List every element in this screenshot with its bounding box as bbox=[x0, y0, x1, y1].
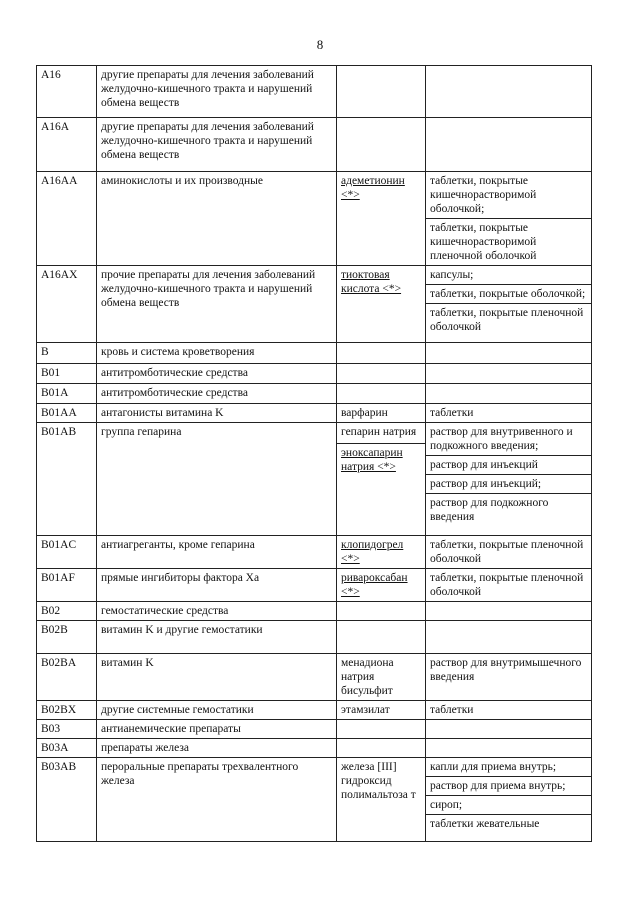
table-row bbox=[37, 343, 592, 364]
atc-code-cell: A16A bbox=[37, 118, 97, 172]
dosage-form: таблетки, покрытые кишечнорастворимой пленочной оболочкой bbox=[426, 218, 591, 263]
dosage-form: таблетки, покрытые пленочной оболочкой bbox=[430, 539, 584, 565]
description-cell: антитромботические средства bbox=[97, 384, 337, 404]
dosage-form: раствор для приема внутрь; bbox=[426, 776, 591, 793]
dosage-form-cell bbox=[426, 621, 592, 654]
dosage-form: капли для приема внутрь; bbox=[430, 761, 557, 773]
dosage-form-cell bbox=[426, 654, 592, 701]
table-row bbox=[37, 654, 592, 701]
atc-code-cell: B01AB bbox=[37, 423, 97, 536]
drug-name: тиоктовая кислота <*> bbox=[341, 269, 402, 295]
drug-name: ривароксабан <*> bbox=[341, 572, 408, 598]
atc-code-cell: B01A bbox=[37, 384, 97, 404]
dosage-form: раствор для инъекций; bbox=[426, 474, 591, 491]
table-body bbox=[37, 66, 592, 842]
atc-code-cell: B01AF bbox=[37, 569, 97, 602]
drug-name: варфарин bbox=[341, 407, 388, 419]
drug-name-cell bbox=[337, 172, 426, 266]
drug-name-cell bbox=[337, 384, 426, 404]
table-row bbox=[37, 621, 592, 654]
description-cell: группа гепарина bbox=[97, 423, 337, 536]
drug-name-cell bbox=[337, 266, 426, 343]
drug-name-cell bbox=[337, 404, 426, 423]
atc-code-cell: B02BX bbox=[37, 701, 97, 720]
table-row bbox=[37, 739, 592, 758]
description-cell: препараты железа bbox=[97, 739, 337, 758]
dosage-form: раствор для внутримышечного введения bbox=[430, 657, 582, 683]
dosage-form: таблетки, покрытые оболочкой; bbox=[426, 284, 591, 301]
drug-name: менадиона натрия бисульфит bbox=[341, 657, 394, 697]
table-row bbox=[37, 172, 592, 266]
drug-name-cell bbox=[337, 654, 426, 701]
dosage-form: раствор для внутривенного и подкожного введения; bbox=[430, 426, 573, 452]
table-row bbox=[37, 701, 592, 720]
drug-name: этамзилат bbox=[341, 704, 390, 716]
drug-name-cell bbox=[337, 343, 426, 364]
atc-code-cell: B01AA bbox=[37, 404, 97, 423]
drug-name-cell bbox=[337, 423, 426, 536]
atc-code-cell: B03AB bbox=[37, 758, 97, 842]
dosage-form: капсулы; bbox=[430, 269, 474, 281]
description-cell: прочие препараты для лечения заболеваний желудочно-кишечного тракта и нарушений обмена веществ bbox=[97, 266, 337, 343]
dosage-form-cell bbox=[426, 384, 592, 404]
description-cell: другие системные гемостатики bbox=[97, 701, 337, 720]
dosage-form: таблетки bbox=[430, 704, 474, 716]
table-row bbox=[37, 569, 592, 602]
dosage-form: сироп; bbox=[426, 795, 591, 812]
description-cell: кровь и система кроветворения bbox=[97, 343, 337, 364]
dosage-form-cell bbox=[426, 720, 592, 739]
drug-name: эноксапарин натрия <*> bbox=[337, 443, 425, 474]
table-row bbox=[37, 364, 592, 384]
description-cell: другие препараты для лечения заболеваний желудочно-кишечного тракта и нарушений обмена веществ bbox=[97, 118, 337, 172]
description-cell: антиагреганты, кроме гепарина bbox=[97, 536, 337, 569]
drug-name-cell bbox=[337, 701, 426, 720]
description-cell: антагонисты витамина K bbox=[97, 404, 337, 423]
description-cell: гемостатические средства bbox=[97, 602, 337, 621]
drug-name-cell bbox=[337, 621, 426, 654]
table-row bbox=[37, 118, 592, 172]
dosage-form-cell bbox=[426, 172, 592, 266]
description-cell: антианемические препараты bbox=[97, 720, 337, 739]
dosage-form-cell bbox=[426, 536, 592, 569]
table-row bbox=[37, 423, 592, 536]
dosage-form-cell bbox=[426, 739, 592, 758]
description-cell: антитромботические средства bbox=[97, 364, 337, 384]
description-cell: аминокислоты и их производные bbox=[97, 172, 337, 266]
dosage-form-cell bbox=[426, 758, 592, 842]
drug-name-cell bbox=[337, 569, 426, 602]
dosage-form-cell bbox=[426, 118, 592, 172]
dosage-form-cell bbox=[426, 423, 592, 536]
table-row bbox=[37, 758, 592, 842]
description-cell: пероральные препараты трехвалентного железа bbox=[97, 758, 337, 842]
dosage-form-cell bbox=[426, 701, 592, 720]
dosage-form-cell bbox=[426, 364, 592, 384]
drug-name-cell bbox=[337, 758, 426, 842]
dosage-form: таблетки, покрытые кишечнорастворимой оболочкой; bbox=[430, 175, 537, 215]
drug-name-cell bbox=[337, 739, 426, 758]
dosage-form-cell bbox=[426, 602, 592, 621]
atc-code-cell: B bbox=[37, 343, 97, 364]
dosage-form-cell bbox=[426, 404, 592, 423]
dosage-form-cell bbox=[426, 343, 592, 364]
drug-name: адеметионин <*> bbox=[341, 175, 405, 201]
atc-code-cell: B02B bbox=[37, 621, 97, 654]
atc-code-cell: B01 bbox=[37, 364, 97, 384]
atc-code-cell: B03A bbox=[37, 739, 97, 758]
description-cell: прямые ингибиторы фактора Xa bbox=[97, 569, 337, 602]
table-row bbox=[37, 602, 592, 621]
table-row bbox=[37, 536, 592, 569]
description-cell: витамин K bbox=[97, 654, 337, 701]
table-row bbox=[37, 384, 592, 404]
atc-code-cell: B02BA bbox=[37, 654, 97, 701]
drug-name-cell bbox=[337, 602, 426, 621]
drug-name-cell bbox=[337, 720, 426, 739]
atc-code-cell: A16AA bbox=[37, 172, 97, 266]
description-cell: другие препараты для лечения заболеваний желудочно-кишечного тракта и нарушений обмена веществ bbox=[97, 66, 337, 118]
dosage-form-cell bbox=[426, 66, 592, 118]
drug-name: клопидогрел <*> bbox=[341, 539, 404, 565]
drug-name: железа [III] гидроксид полимальтоза т bbox=[341, 761, 416, 801]
atc-code-cell: A16AX bbox=[37, 266, 97, 343]
dosage-form: таблетки bbox=[430, 407, 474, 419]
dosage-form: таблетки жевательные bbox=[426, 814, 591, 831]
atc-code-cell: A16 bbox=[37, 66, 97, 118]
atc-code-cell: B03 bbox=[37, 720, 97, 739]
dosage-form: таблетки, покрытые пленочной оболочкой bbox=[430, 572, 584, 598]
table-row bbox=[37, 720, 592, 739]
drug-name-cell bbox=[337, 364, 426, 384]
atc-code-cell: B01AC bbox=[37, 536, 97, 569]
page-number: 8 bbox=[316, 37, 324, 52]
drug-classification-table bbox=[36, 65, 592, 842]
atc-code-cell: B02 bbox=[37, 602, 97, 621]
description-cell: витамин K и другие гемостатики bbox=[97, 621, 337, 654]
dosage-form: таблетки, покрытые пленочной оболочкой bbox=[426, 303, 591, 334]
drug-name-cell bbox=[337, 66, 426, 118]
table-row bbox=[37, 266, 592, 343]
table-row bbox=[37, 404, 592, 423]
drug-name-cell bbox=[337, 118, 426, 172]
dosage-form: раствор для инъекций bbox=[426, 455, 591, 472]
drug-name-cell bbox=[337, 536, 426, 569]
dosage-form: раствор для подкожного введения bbox=[426, 493, 591, 524]
drug-name: гепарин натрия bbox=[341, 426, 417, 438]
table-row bbox=[37, 66, 592, 118]
dosage-form-cell bbox=[426, 569, 592, 602]
dosage-form-cell bbox=[426, 266, 592, 343]
